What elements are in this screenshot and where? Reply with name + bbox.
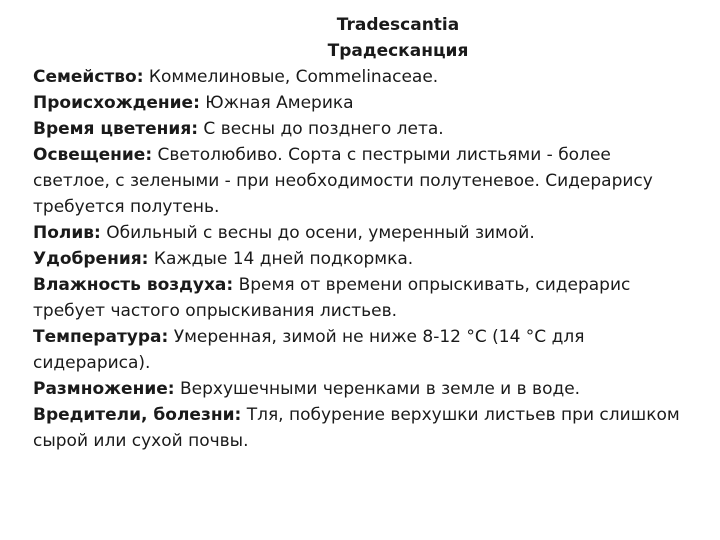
entry-value: Южная Америка (199, 93, 354, 113)
entry-label: Полив: (33, 223, 101, 243)
entry-family (33, 64, 693, 90)
entry-label: Освещение: (33, 145, 153, 165)
entry-label: Температура: (33, 327, 169, 347)
entry-lighting (33, 142, 693, 220)
entry-label: Вредители, болезни: (33, 405, 242, 425)
entry-value: Умеренная, зимой не ниже 8-12 °С (14 °С для сидерариса). (33, 327, 585, 373)
entry-origin (33, 90, 693, 116)
entry-label: Удобрения: (33, 249, 149, 269)
entry-value: С весны до позднего лета. (198, 119, 444, 139)
entry-value: Тля, побурение верхушки листьев при слишком сырой или сухой почвы. (33, 405, 680, 451)
entry-value: Каждые 14 дней подкормка. (148, 249, 414, 269)
entry-value: Время от времени опрыскивать, сидерарис требует частого опрыскивания листьев. (33, 275, 631, 321)
entry-label: Размножение: (33, 379, 175, 399)
entry-value: Верхушечными черенками в земле и в воде. (174, 379, 581, 399)
entry-humidity (33, 272, 693, 324)
entry-value: Светолюбиво. Сорта с пестрыми листьями - более светлое, с зелеными - при необходимости полутеневое. Сидерарису требуется полутень. (33, 145, 653, 217)
title-russian: Традесканция (327, 41, 469, 61)
entry-watering (33, 220, 693, 246)
slide-content (33, 12, 693, 454)
title-latin: Tradescantia (336, 15, 460, 35)
title-block (33, 12, 693, 64)
entry-label: Семейство: (33, 67, 144, 87)
entry-label: Влажность воздуха: (33, 275, 234, 295)
entry-value: Коммелиновые, Commelinaceae. (143, 67, 439, 87)
entry-temperature (33, 324, 693, 376)
entry-value: Обильный с весны до осени, умеренный зимой. (100, 223, 535, 243)
entry-pests (33, 402, 693, 454)
entry-flowering-time (33, 116, 693, 142)
entry-label: Время цветения: (33, 119, 199, 139)
entry-label: Происхождение: (33, 93, 200, 113)
entry-fertilizer (33, 246, 693, 272)
entry-propagation (33, 376, 693, 402)
